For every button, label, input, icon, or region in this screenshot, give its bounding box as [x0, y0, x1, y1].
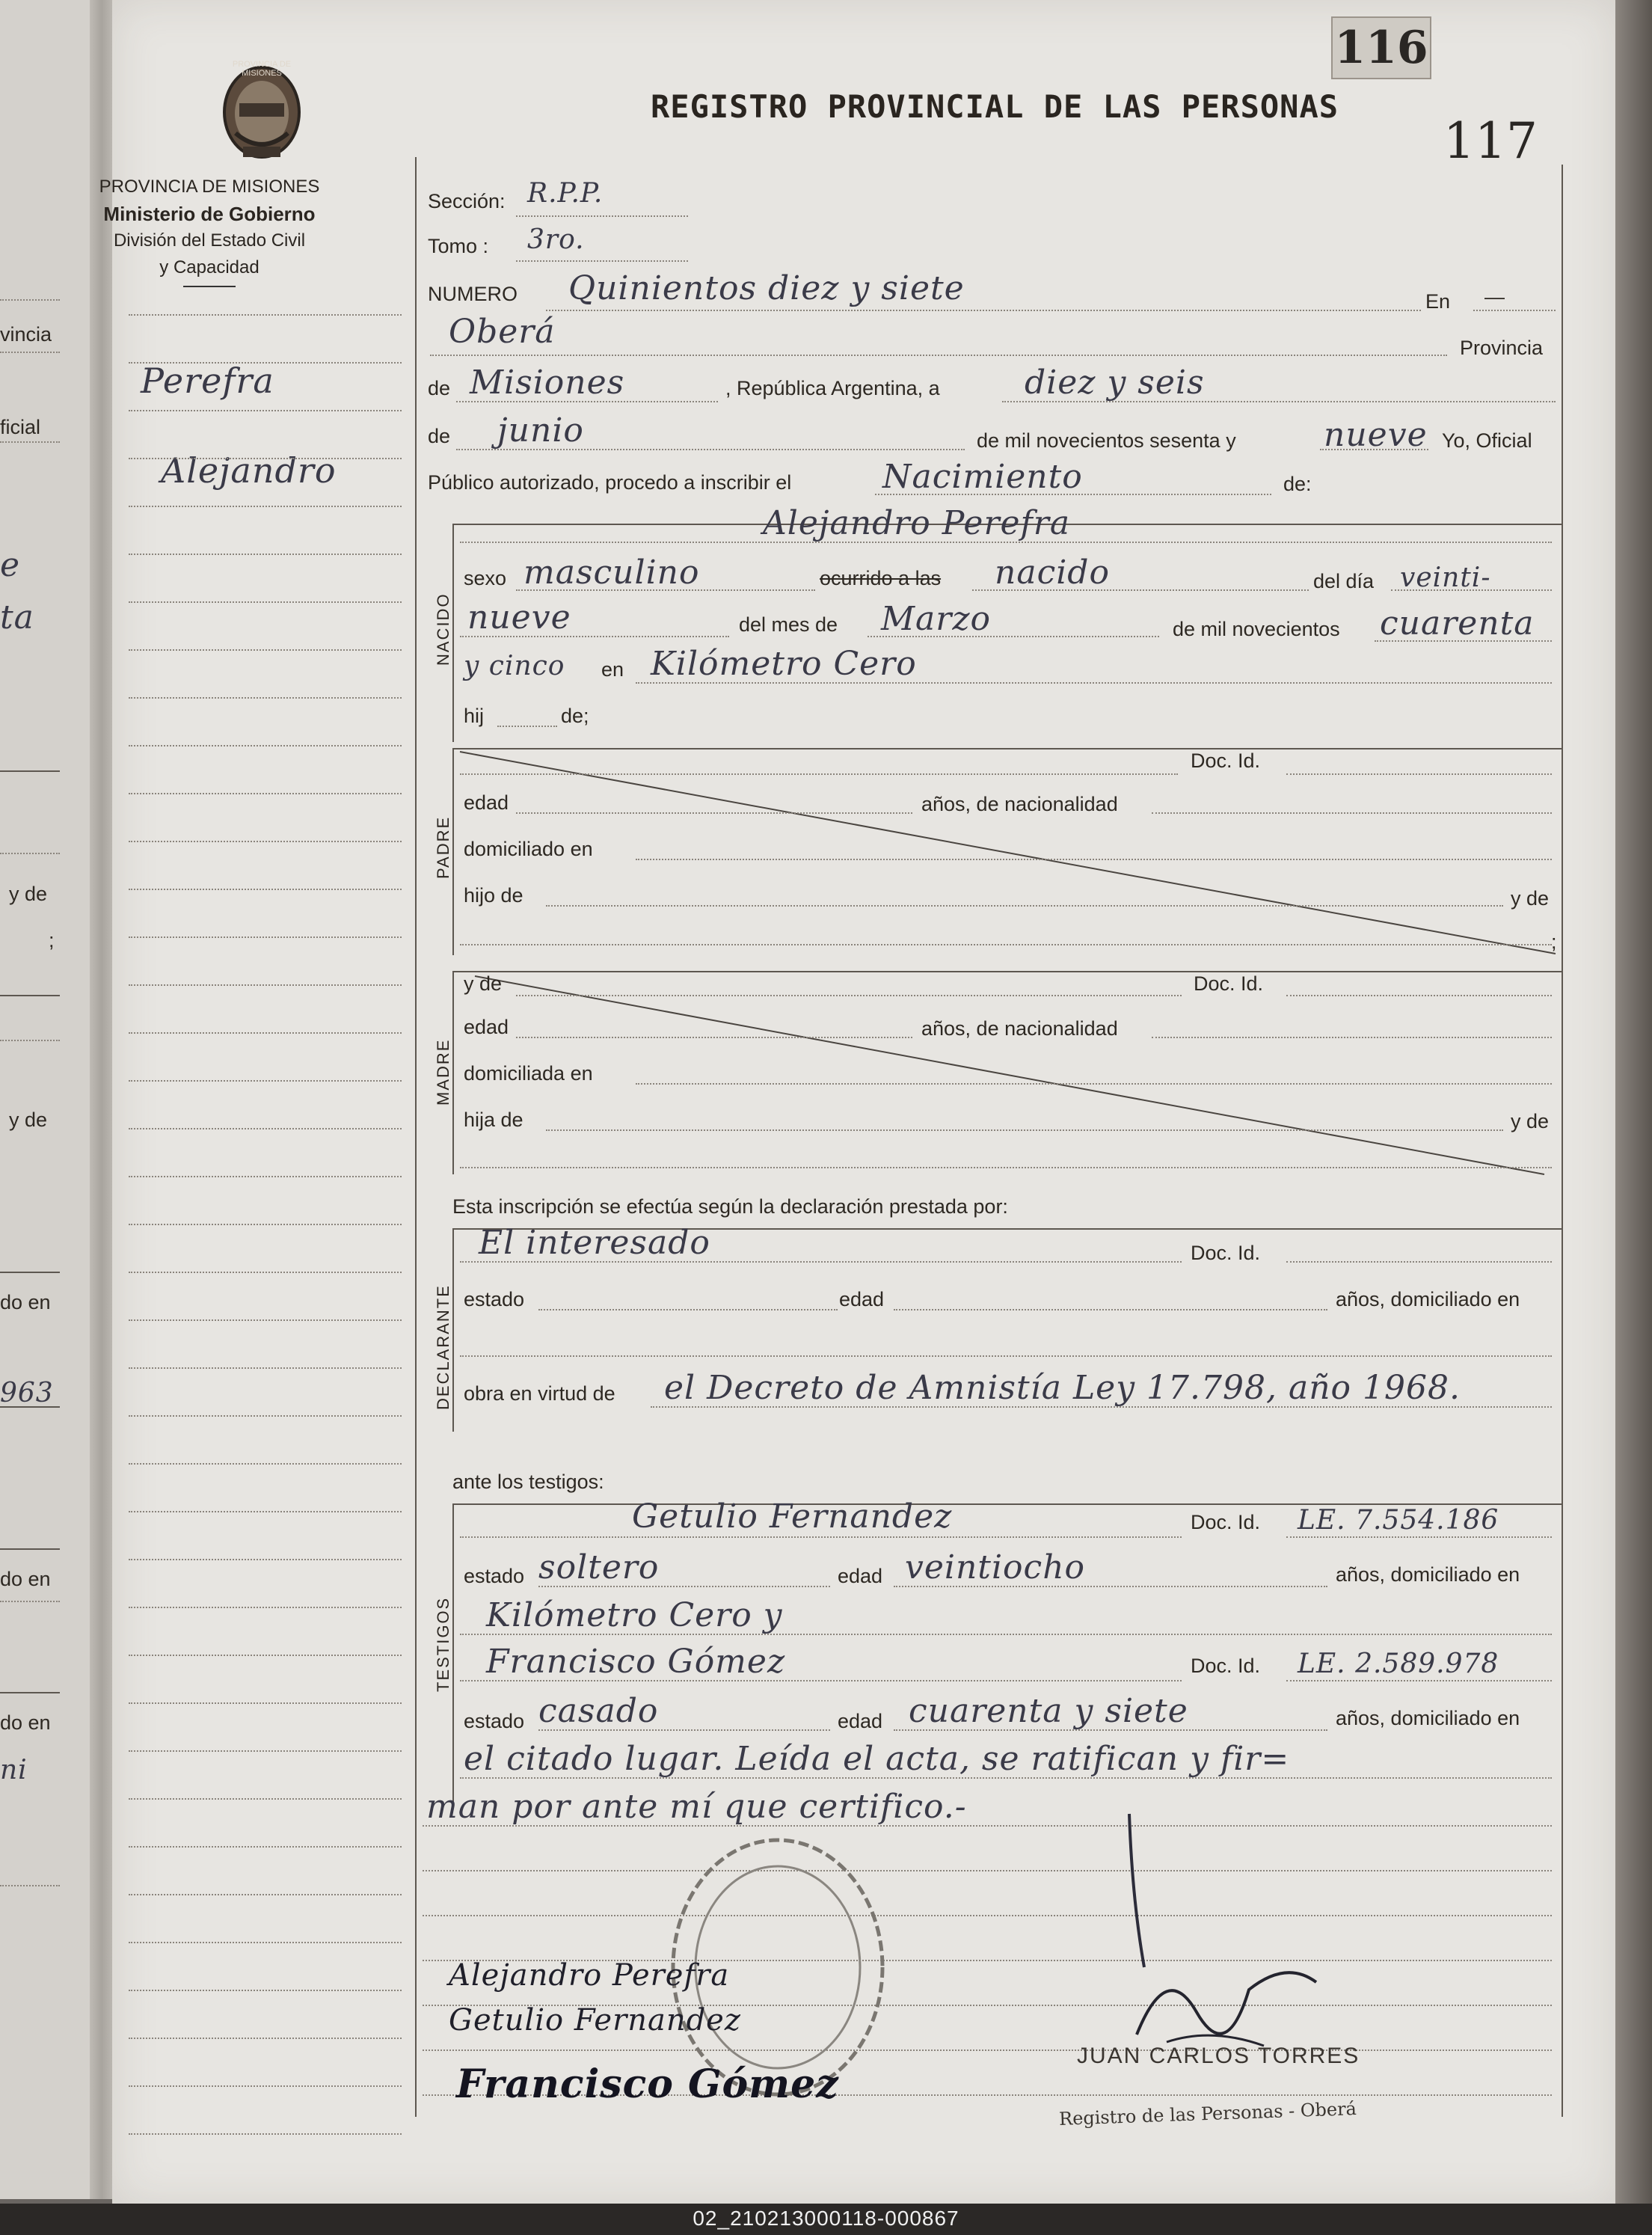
de-semicolon-label: de;	[561, 705, 589, 727]
fragment: ta	[0, 598, 34, 637]
fragment: y de	[9, 1109, 48, 1131]
provincia-label: Provincia	[1460, 337, 1544, 359]
hija-de-label: hija de	[464, 1109, 523, 1131]
y-de-label-padre: y de	[1511, 887, 1550, 910]
margin-rule	[129, 936, 402, 938]
de-colon-label: de:	[1283, 473, 1312, 495]
lugar-value: Oberá	[449, 313, 556, 351]
nombre-value: Alejandro Perefra	[763, 504, 1071, 542]
margin-rule	[129, 745, 402, 746]
tomo-value: 3ro.	[527, 224, 585, 255]
page-edge	[1615, 0, 1652, 2207]
declarante-side-label: DECLARANTE	[434, 1284, 452, 1410]
margin-rule	[129, 410, 402, 411]
inscripcion-label: Esta inscripción se efectúa según la declaración prestada por:	[452, 1195, 1008, 1218]
doc-id-label-madre: Doc. Id.	[1194, 972, 1264, 995]
division-label: División del Estado Civil	[113, 230, 306, 251]
hijo-de-label: hijo de	[464, 884, 523, 907]
yo-oficial-label: Yo, Oficial	[1442, 429, 1532, 452]
tomo-label: Tomo :	[428, 235, 489, 257]
doc-id-label-padre: Doc. Id.	[1191, 749, 1261, 772]
anos-domic-label-testigo2: años, domiciliado en	[1336, 1707, 1520, 1729]
cierre-line2: man por ante mí que certifico.-	[426, 1788, 967, 1826]
dia-value: diez y seis	[1025, 364, 1205, 402]
edad-label-madre: edad	[464, 1016, 509, 1038]
en-value: —	[1484, 286, 1505, 308]
margin-rule	[129, 984, 402, 986]
anio-nac-value: cuarenta	[1380, 604, 1535, 643]
declarante-value: El interesado	[479, 1224, 710, 1262]
en-label: En	[1425, 290, 1451, 313]
margin-rule	[129, 1702, 402, 1704]
margin-rule	[129, 1272, 402, 1273]
ocurrido-label: ocurrido a las	[820, 567, 942, 589]
margin-rule	[129, 1942, 402, 1943]
margin-rule	[129, 889, 402, 890]
del-mes-label: del mes de	[739, 613, 838, 636]
capacity-label: y Capacidad	[159, 257, 260, 278]
republica-label: , República Argentina, a	[725, 377, 940, 399]
official-name: JUAN CARLOS TORRES	[1077, 2044, 1360, 2068]
de-mil-label: de mil novecientos sesenta y	[977, 429, 1236, 452]
testigos-side-label: TESTIGOS	[434, 1596, 452, 1692]
seccion-label: Sección:	[428, 190, 506, 212]
margin-rule	[129, 506, 402, 507]
edad-label-testigo2: edad	[838, 1710, 883, 1732]
fragment: ;	[49, 929, 55, 951]
margin-rule	[129, 1319, 402, 1321]
stamp-number: 116	[1331, 16, 1431, 79]
testigo1-domic: Kilómetro Cero y	[486, 1596, 783, 1634]
margin-surname: Perefra	[141, 361, 274, 401]
testigo2-edad: cuarenta y siete	[909, 1692, 1188, 1730]
del-dia-label: del día	[1313, 570, 1375, 592]
margin-rule	[129, 458, 402, 459]
fragment: do en	[0, 1291, 51, 1313]
margin-rule	[129, 2133, 402, 2135]
testigo1-name: Getulio Fernandez	[632, 1497, 953, 1536]
margin-rule	[129, 1990, 402, 1991]
official-signature-icon	[1122, 1945, 1331, 2057]
en-lower-label: en	[601, 658, 624, 681]
fragment: y de	[9, 883, 48, 905]
margin-rule	[129, 1128, 402, 1129]
hij-label: hij	[464, 705, 485, 727]
margin-rule	[129, 1655, 402, 1656]
fragment: ficial	[0, 416, 41, 438]
margin-rule	[129, 1463, 402, 1465]
margin-given-name: Alejandro	[161, 450, 337, 491]
numero-value: Quinientos diez y siete	[568, 269, 965, 307]
province-label: PROVINCIA DE MISIONES	[99, 177, 320, 197]
official-role: Registro de las Personas - Oberá	[1058, 2098, 1357, 2130]
testigo1-edad: veintiocho	[905, 1548, 1086, 1586]
anio-value: nueve	[1324, 416, 1428, 454]
domiciliado-label-padre: domiciliado en	[464, 838, 593, 860]
testigo1-doc: LE. 7.554.186	[1298, 1505, 1499, 1536]
edad-label-declarante: edad	[839, 1288, 885, 1310]
dia-nac-value: veinti-	[1400, 562, 1491, 593]
semicolon-padre: ;	[1551, 931, 1557, 953]
margin-rule	[129, 1511, 402, 1512]
testigo2-estado: casado	[538, 1692, 659, 1730]
y-de-label-madre: y de	[1511, 1110, 1550, 1132]
anos-nac-label-madre: años, de nacionalidad	[921, 1017, 1118, 1040]
anio-nac2-value: y cinco	[464, 651, 565, 681]
margin-rule	[129, 362, 402, 364]
margin-rule	[129, 1894, 402, 1895]
lugar-nac-value: Kilómetro Cero	[651, 645, 917, 683]
fragment: do en	[0, 1568, 51, 1590]
testigo1-estado: soltero	[538, 1548, 660, 1586]
signature-3: Francisco Gómez	[456, 2061, 839, 2107]
margin-rule	[129, 793, 402, 794]
fragment: vincia	[0, 323, 52, 346]
anos-domic-label-declarante: años, domiciliado en	[1336, 1288, 1520, 1310]
numero-label: NUMERO	[428, 283, 518, 305]
margin-rule	[129, 841, 402, 842]
margin-rule	[129, 1846, 402, 1848]
ocurrido-value: nacido	[995, 554, 1110, 592]
margin-rule	[129, 1415, 402, 1417]
padre-side-label: PADRE	[434, 815, 452, 879]
mes-nac-value: Marzo	[881, 600, 991, 638]
doc-id-label-testigo2: Doc. Id.	[1191, 1655, 1261, 1677]
y-de-label-madre-start: y de	[464, 972, 503, 995]
margin-rule	[129, 2085, 402, 2087]
file-id: 02_210213000118-000867	[693, 2207, 959, 2230]
page-number: 117	[1443, 112, 1538, 170]
signature-2: Getulio Fernandez	[449, 2003, 741, 2038]
margin-rule	[129, 1798, 402, 1800]
provincia-value: Misiones	[470, 364, 625, 402]
estado-label-declarante: estado	[464, 1288, 525, 1310]
madre-crossout	[452, 972, 1561, 1178]
margin-rule	[129, 1750, 402, 1752]
seal-text: PROVINCIA DE MISIONES	[232, 60, 292, 78]
ministry-heading	[97, 174, 322, 287]
margin-rule	[129, 314, 402, 316]
margin-rule	[129, 2038, 402, 2039]
cierre-line1: el citado lugar. Leída el acta, se ratifican y fir=	[464, 1740, 1290, 1778]
dia-nac2-value: nueve	[467, 598, 571, 637]
margin-rule	[129, 1607, 402, 1608]
margin-rule	[129, 1080, 402, 1082]
ante-testigos-label: ante los testigos:	[452, 1471, 604, 1493]
edad-label-padre: edad	[464, 791, 509, 814]
seccion-value: R.P.P.	[527, 178, 604, 209]
margin-divider	[415, 157, 417, 2117]
testigo2-name: Francisco Gómez	[486, 1643, 786, 1681]
doc-id-label-testigo1: Doc. Id.	[1191, 1511, 1261, 1533]
de-label-2: de	[428, 425, 451, 447]
margin-rule	[129, 649, 402, 651]
document-title: REGISTRO PROVINCIAL DE LAS PERSONAS	[651, 88, 1339, 125]
de-mil-nov-label: de mil novecientos	[1173, 618, 1340, 640]
margin-rule	[129, 1176, 402, 1177]
sexo-value: masculino	[523, 554, 700, 592]
fragment: do en	[0, 1711, 51, 1734]
publico-label: Público autorizado, procedo a inscribir el	[428, 471, 792, 494]
fragment: e	[0, 546, 21, 584]
margin-rule	[129, 1559, 402, 1560]
margin-rule	[129, 554, 402, 555]
nacido-side-label: NACIDO	[434, 592, 452, 666]
signature-1: Alejandro Perefra	[449, 1958, 730, 1993]
edad-label-testigo1: edad	[838, 1565, 883, 1587]
margin-rule	[129, 1367, 402, 1369]
sexo-label: sexo	[464, 567, 507, 589]
fragment: 963	[0, 1378, 54, 1408]
estado-label-testigo2: estado	[464, 1710, 525, 1732]
madre-side-label: MADRE	[434, 1038, 452, 1106]
mes-value: junio	[497, 411, 584, 450]
padre-crossout	[452, 748, 1561, 957]
margin-rule	[129, 601, 402, 603]
obra-label: obra en virtud de	[464, 1382, 615, 1405]
ministry-label: Ministerio de Gobierno	[103, 203, 316, 225]
testigo2-doc: LE. 2.589.978	[1298, 1649, 1499, 1679]
margin-rule	[129, 1224, 402, 1225]
margin-rule	[129, 1032, 402, 1034]
doc-id-label-declarante: Doc. Id.	[1191, 1242, 1261, 1264]
de-label: de	[428, 377, 451, 399]
estado-label-testigo1: estado	[464, 1565, 525, 1587]
acto-value: Nacimiento	[882, 458, 1083, 496]
domiciliada-label: domiciliada en	[464, 1062, 593, 1085]
fragment: ni	[0, 1755, 28, 1785]
obra-value: el Decreto de Amnistía Ley 17.798, año 1968.	[664, 1369, 1461, 1407]
margin-rule	[129, 697, 402, 699]
anos-domic-label-testigo1: años, domiciliado en	[1336, 1563, 1520, 1586]
anos-nac-label-padre: años, de nacionalidad	[921, 793, 1118, 815]
